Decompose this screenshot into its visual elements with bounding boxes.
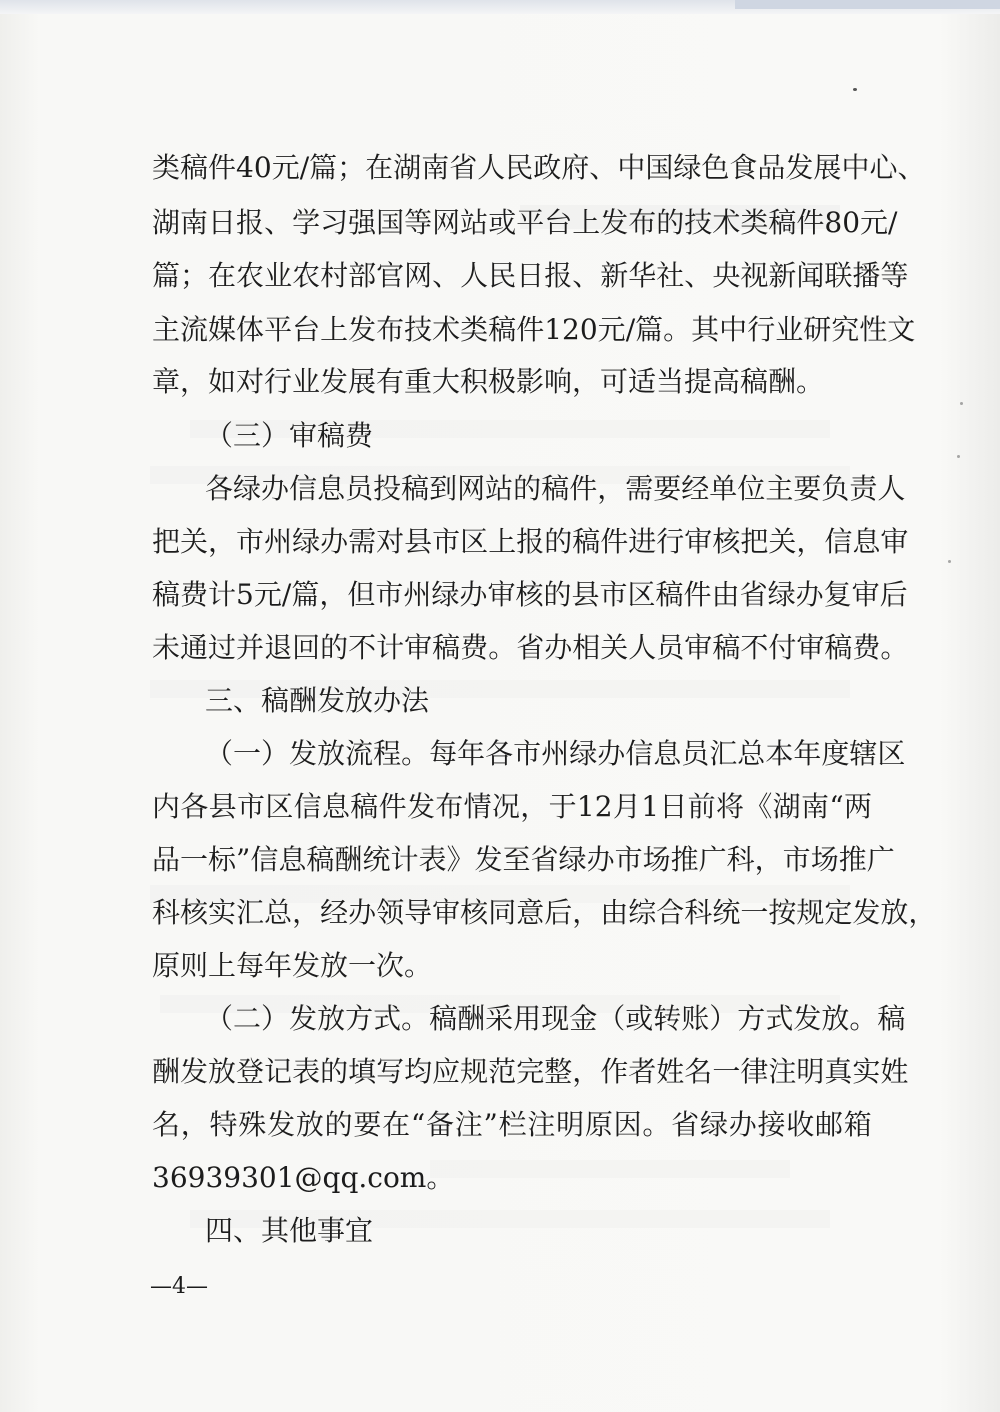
email-line: 36939301@qq.com。 — [152, 1161, 455, 1194]
scan-speck — [853, 88, 857, 91]
text-line: （ 二 ） 发 放 方 式 。 稿 酬 采 用 现 金 （ 或 转 账 ） 方 式 发 放 。 稿 — [205, 1002, 906, 1035]
subsection-heading: （三）审稿费 — [205, 419, 374, 452]
text-line: 湖 南 日 报 、 学 习 强 国 等 网 站 或 平 台 上 发 布 的 技 术 类 稿 件 80 元 / — [152, 206, 898, 239]
text-line: 原则上每年发放一次。 — [152, 949, 433, 982]
text-line: 各 绿 办 信 息 员 投 稿 到 网 站 的 稿 件 ， 需 要 经 单 位 主 要 负 责 人 — [205, 472, 906, 505]
text-line: （ 一 ） 发 放 流 程 。 每 年 各 市 州 绿 办 信 息 员 汇 总 本 年 度 辖 区 — [205, 737, 906, 770]
text-line: 酬 发 放 登 记 表 的 填 写 均 应 规 范 完 整 ， 作 者 姓 名 一 律 注 明 真 实 姓 — [152, 1055, 909, 1088]
text-line: 章，如对行业发展有重大积极影响，可适当提高稿酬。 — [152, 365, 825, 398]
text-line: 主 流 媒 体 平 台 上 发 布 技 术 类 稿 件 120 元 / 篇 。 其 中 行 业 研 究 性 文 — [152, 313, 916, 346]
text-line: 名 ， 特 殊 发 放 的 要 在 “ 备 注 ” 栏 注 明 原 因 。 省 绿 办 接 收 邮 箱 — [152, 1108, 872, 1141]
page-number: —4— — [150, 1274, 208, 1299]
text-line: 类 稿 件 40 元 / 篇 ； 在 湖 南 省 人 民 政 府 、 中 国 绿 色 食 品 发 展 中 心 、 — [152, 151, 926, 184]
text-line: 未 通 过 并 退 回 的 不 计 审 稿 费 。 省 办 相 关 人 员 审 稿 不 付 审 稿 费 。 — [152, 631, 909, 664]
text-line: 科 核 实 汇 总 ， 经 办 领 导 审 核 同 意 后 ， 由 综 合 科 统 一 按 规 定 发 放 ， — [152, 896, 937, 929]
section-heading: 四、其他事宜 — [205, 1214, 374, 1247]
text-line: 内 各 县 市 区 信 息 稿 件 发 布 情 况 ， 于 12 月 1 日 前 将 《 湖 南 “ 两 — [152, 790, 872, 823]
text-line: 篇 ； 在 农 业 农 村 部 官 网 、 人 民 日 报 、 新 华 社 、 央 视 新 闻 联 播 等 — [152, 259, 909, 292]
text-line: 把 关 ， 市 州 绿 办 需 对 县 市 区 上 报 的 稿 件 进 行 审 核 把 关 ， 信 息 审 — [152, 525, 909, 558]
text-line: 品 一 标 ” 信 息 稿 酬 统 计 表 》 发 至 省 绿 办 市 场 推 广 科 ， 市 场 推 广 — [152, 843, 895, 876]
scan-speck — [960, 402, 963, 405]
section-heading: 三、稿酬发放办法 — [205, 684, 430, 717]
scan-speck — [957, 455, 960, 458]
text-line: 稿 费 计 5 元 / 篇 ， 但 市 州 绿 办 审 核 的 县 市 区 稿 件 由 省 绿 办 复 审 后 — [152, 578, 908, 611]
scan-speck — [948, 560, 951, 563]
scan-top-edge — [0, 0, 1000, 14]
